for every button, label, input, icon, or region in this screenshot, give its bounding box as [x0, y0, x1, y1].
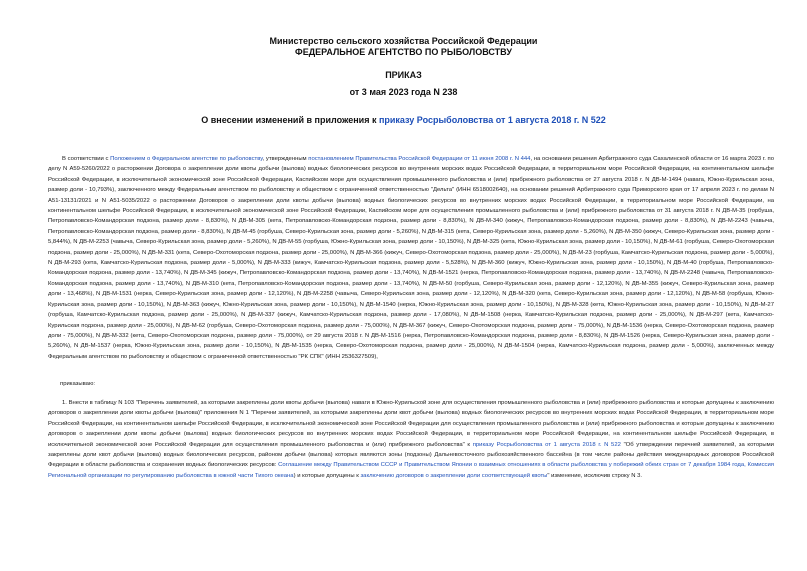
- government-resolution-link[interactable]: постановлением Правительства Российской Федерации от 11 июня 2008 г. N 444: [308, 156, 531, 162]
- subject-order-link[interactable]: приказу Росрыболовства от 1 августа 2018 г. N 522: [378, 115, 606, 125]
- preamble-text-3: , на основании решения Арбитражного суда Сахалинской области от 16 марта 2023 г. по делу N А59-5260/2022 о расторжении Договора о закреплении доли квоты добычи (вылова) водных биологических ресурсов во внутренних морских водах Российской Федерации, в территориальном море Российской Федерации, на континентальном шельфе Российской Федерации, в исключительной экономической зоне Российской Федерации, Каспийском море для осуществления промышленного рыболовства и (или) прибрежного рыболовства от 27 августа 2018 г. N ДВ-М-1494 (навага, Южно-Курильская зона, размер доли - 10,793%), заключенного между Федеральным агентством по рыболовству и обществом с ограниченной ответственностью "Дельта" (ИНН 6518002640), на основании решений Арбитражного суда Приморского края от 17 апреля 2023 г. по делам N А51-13131/2021 и N А51-5035/2022 о расторжении Договоров о закреплении доли квоты добычи (вылова) водных биологических ресурсов во внутренних морских водах Российской Федерации, в территориальном море Российской Федерации, на континентальном шельфе Российской Федерации, в исключительной экономической зоне Российской Федерации, Каспийском море для осуществления промышленного рыболовства и (или) прибрежного рыболовства от 31 августа 2018 г. N ДВ-М-35 (горбуша, Петропавловско-Командорская подзона, размер доли - 8,830%), N ДВ-М-305 (кета, Петропавловско-Командорская подзона, размер доли - 8,830%), N ДВ-М-340 (кижуч, Петропавловско-Командорская подзона, размер доли - 8,830%), N ДВ-М-2243 (чавыча, Петропавловско-Командорская подзона, размер доли - 8,830%), N ДВ-М-45 (горбуша, Северо-Курильская зона, размер доли - 5,260%), N ДВ-М-315 (кета, Северо-Курильская зона, размер доли - 5,260%), N ДВ-М-350 (кижуч, Северо-Курильская зона, размер доли - 5,844%), N ДВ-М-2253 (чавыча, Северо-Курильская зона, размер доли - 5,260%), N ДВ-М-55 (горбуша, Южно-Курильская зона, размер доли - 10,150%), N ДВ-М-325 (кета, Южно-Курильская зона, размер доли - 10,150%), N ДВ-М-61 (горбуша, Северо-Охотоморская подзона, размер доли - 25,000%), N ДВ-М-331 (кета, Северо-Охотоморская подзона, размер доли - 25,000%), N ДВ-М-366 (кижуч, Северо-Охотоморская подзона, размер доли - 25,000%), N ДВ-М-23 (горбуша, Камчатско-Курильская подзона, размер доли - 5,000%), N ДВ-М-293 (кета, Камчатско-Курильская подзона, размер доли - 5,000%), N ДВ-М-333 (кижуч, Камчатско-Курильская подзона, размер доли - 5,528%), N ДВ-М-360 (кижуч, Южно-Курильская зона, размер доли - 10,150%), N ДВ-М-40 (горбуша, Петропавловско-Командорская подзона, размер доли - 13,740%), N ДВ-М-345 (кижуч, Петропавловско-Командорская подзона, размер доли - 13,740%), N ДВ-М-1521 (нерка, Петропавловско-Командорская подзона, размер доли - 13,740%), N ДВ-М-2248 (чавыча, Петропавловско-Командорская подзона, размер доли - 13,740%), N ДВ-М-310 (кета, Петропавловско-Командорская подзона, размер доли - 13,740%), N ДВ-М-50 (горбуша, Северо-Курильская зона, размер доли - 12,120%), N ДВ-М-355 (кижуч, Северо-Курильская зона, размер доли - 13,468%), N ДВ-М-1531 (нерка, Северо-Курильская зона, размер доли - 12,120%), N ДВ-М-2258 (чавыча, Северо-Курильская зона, размер доли - 12,120%), N ДВ-М-320 (кета, Северо-Курильская зона, размер доли - 12,120%), N ДВ-М-58 (горбуша, Южно-Курильская зона, размер доли - 10,150%), N ДВ-М-363 (кижуч, Южно-Курильская зона, размер доли - 10,150%), N ДВ-М-1540 (нерка, Южно-Курильская зона, размер доли - 10,150%), N ДВ-М-328 (кета, Южно-Курильская зона, размер доли - 10,150%), N ДВ-М-27 (горбуша, Камчатско-Курильская подзона, размер доли - 25,000%), N ДВ-М-337 (кижуч, Камчатско-Курильская подзона, размер доли - 17,080%), N ДВ-М-1508 (нерка, Камчатско-Курильская подзона, размер доли - 25,000%), N ДВ-М-297 (кета, Камчатско-Курильская подзона, размер доли - 25,000%), N ДВ-М-62 (горбуша, Северо-Охотоморская подзона, размер доли - 75,000%), N ДВ-М-367 (кижуч, Северо-Охотоморская подзона, размер доли - 75,000%), N ДВ-М-1536 (нерка, Северо-Охотоморская подзона, размер доли - 75,000%), N ДВ-М-332 (кета, Северо-Охотоморская подзона, размер доли - 75,000%), от 29 августа 2018 г. N ДВ-М-1516 (нерка, Петропавловско-Командорская подзона, размер доли - 8,830%), N ДВ-М-1526 (нерка, Северо-Курильская зона, размер доли - 5,260%), N ДВ-М-1537 (нерка, Южно-Курильская зона, размер доли - 10,150%), N ДВ-М-1535 (нерка, Северо-Охотоморская подзона, размер доли - 25,000%), N ДВ-М-1504 (нерка, Камчатско-Курильская подзона, размер доли - 5,000%), заключенных между Федеральным агентством по рыболовству и обществом с ограниченной ответственностью "РК СПК" (ИНН 2536327509),: [48, 156, 774, 360]
- document-date-number: от 3 мая 2023 года N 238: [349, 87, 458, 97]
- ussr-japan-agreement-link[interactable]: Соглашение между Правительством СССР и Правительством Японии о взаимных отношениях в области рыболовства у побережий обеих стран от 7 декабря 1984 года, Комиссия Региональной организации по регулированию рыболовства в южной части Тихого океана: [48, 462, 774, 479]
- item-1-text-1: 1. Внести в таблицу N 103 "Перечень заявителей, за которыми закреплены доли квоты добычи (вылова) наваги в Южно-Курильской зоне для осуществления промышленного рыболовства и (или) прибрежного рыболовства и которые допущены к заключению договоров о закреплении доли квоты добычи (вылова)" приложения N 1 "Перечни заявителей, за которыми закреплены доли квот добычи (вылова) водных биологических ресурсов во внутренних морских водах Российской Федерации, в территориальном море Российской Федерации, на континентальном шельфе Российской Федерации, в исключительной экономической зоне Российской Федерации для осуществления промышленного рыболовства и (или) прибрежного рыболовства и которые допущены к заключению договоров о закреплении доли квоты добычи (вылова) водных биологических ресурсов во внутренних морских водах Российской Федерации, в территориальном море Российской Федерации, на континентальном шельфе Российской Федерации, в исключительной экономической зоне Российской Федерации для осуществления промышленного рыболовства и (или) прибрежного рыболовства" к: [48, 400, 774, 448]
- agency-name: ФЕДЕРАЛЬНОЕ АГЕНТСТВО ПО РЫБОЛОВСТВУ: [295, 47, 512, 57]
- order-word: приказываю:: [60, 381, 96, 387]
- agency-regulation-link[interactable]: Положением о Федеральном агентстве по рыболовству: [110, 156, 263, 162]
- order-522-link[interactable]: приказу Росрыболовства от 1 августа 2018 г. N 522: [472, 441, 621, 448]
- subject-prefix: О внесении изменений в приложения к: [201, 115, 379, 125]
- document-type: ПРИКАЗ: [385, 70, 422, 80]
- ministry-name: Министерство сельского хозяйства Российской Федерации: [269, 36, 538, 46]
- preamble-paragraph: [48, 154, 774, 372]
- item-1-text-4: " изменение, исключив строку N 3.: [547, 472, 643, 479]
- preamble-text-2: , утвержденным: [262, 156, 309, 162]
- document-subject: [0, 115, 807, 126]
- item-1-text-2: "Об утверждении перечней заявителей, за которыми закреплены доли квот добычи (вылова) водных биологических ресурсов, районом добычи (вылова) которых являются зоны (подзоны) Дальневосточного рыбохозяйственного бассейна (в том числе районы действия международных договоров Российской Федерации в области рыболовства и сохранения водных биологических ресурсов:: [48, 441, 774, 469]
- quota-contract-link[interactable]: заключению договоров о закреплении доли соответствующей квоты: [360, 472, 548, 479]
- item-1-paragraph: [48, 398, 774, 538]
- preamble-text-1: В соответствии с: [62, 156, 111, 162]
- item-1-text-3: ) и которые допущены к: [293, 472, 361, 479]
